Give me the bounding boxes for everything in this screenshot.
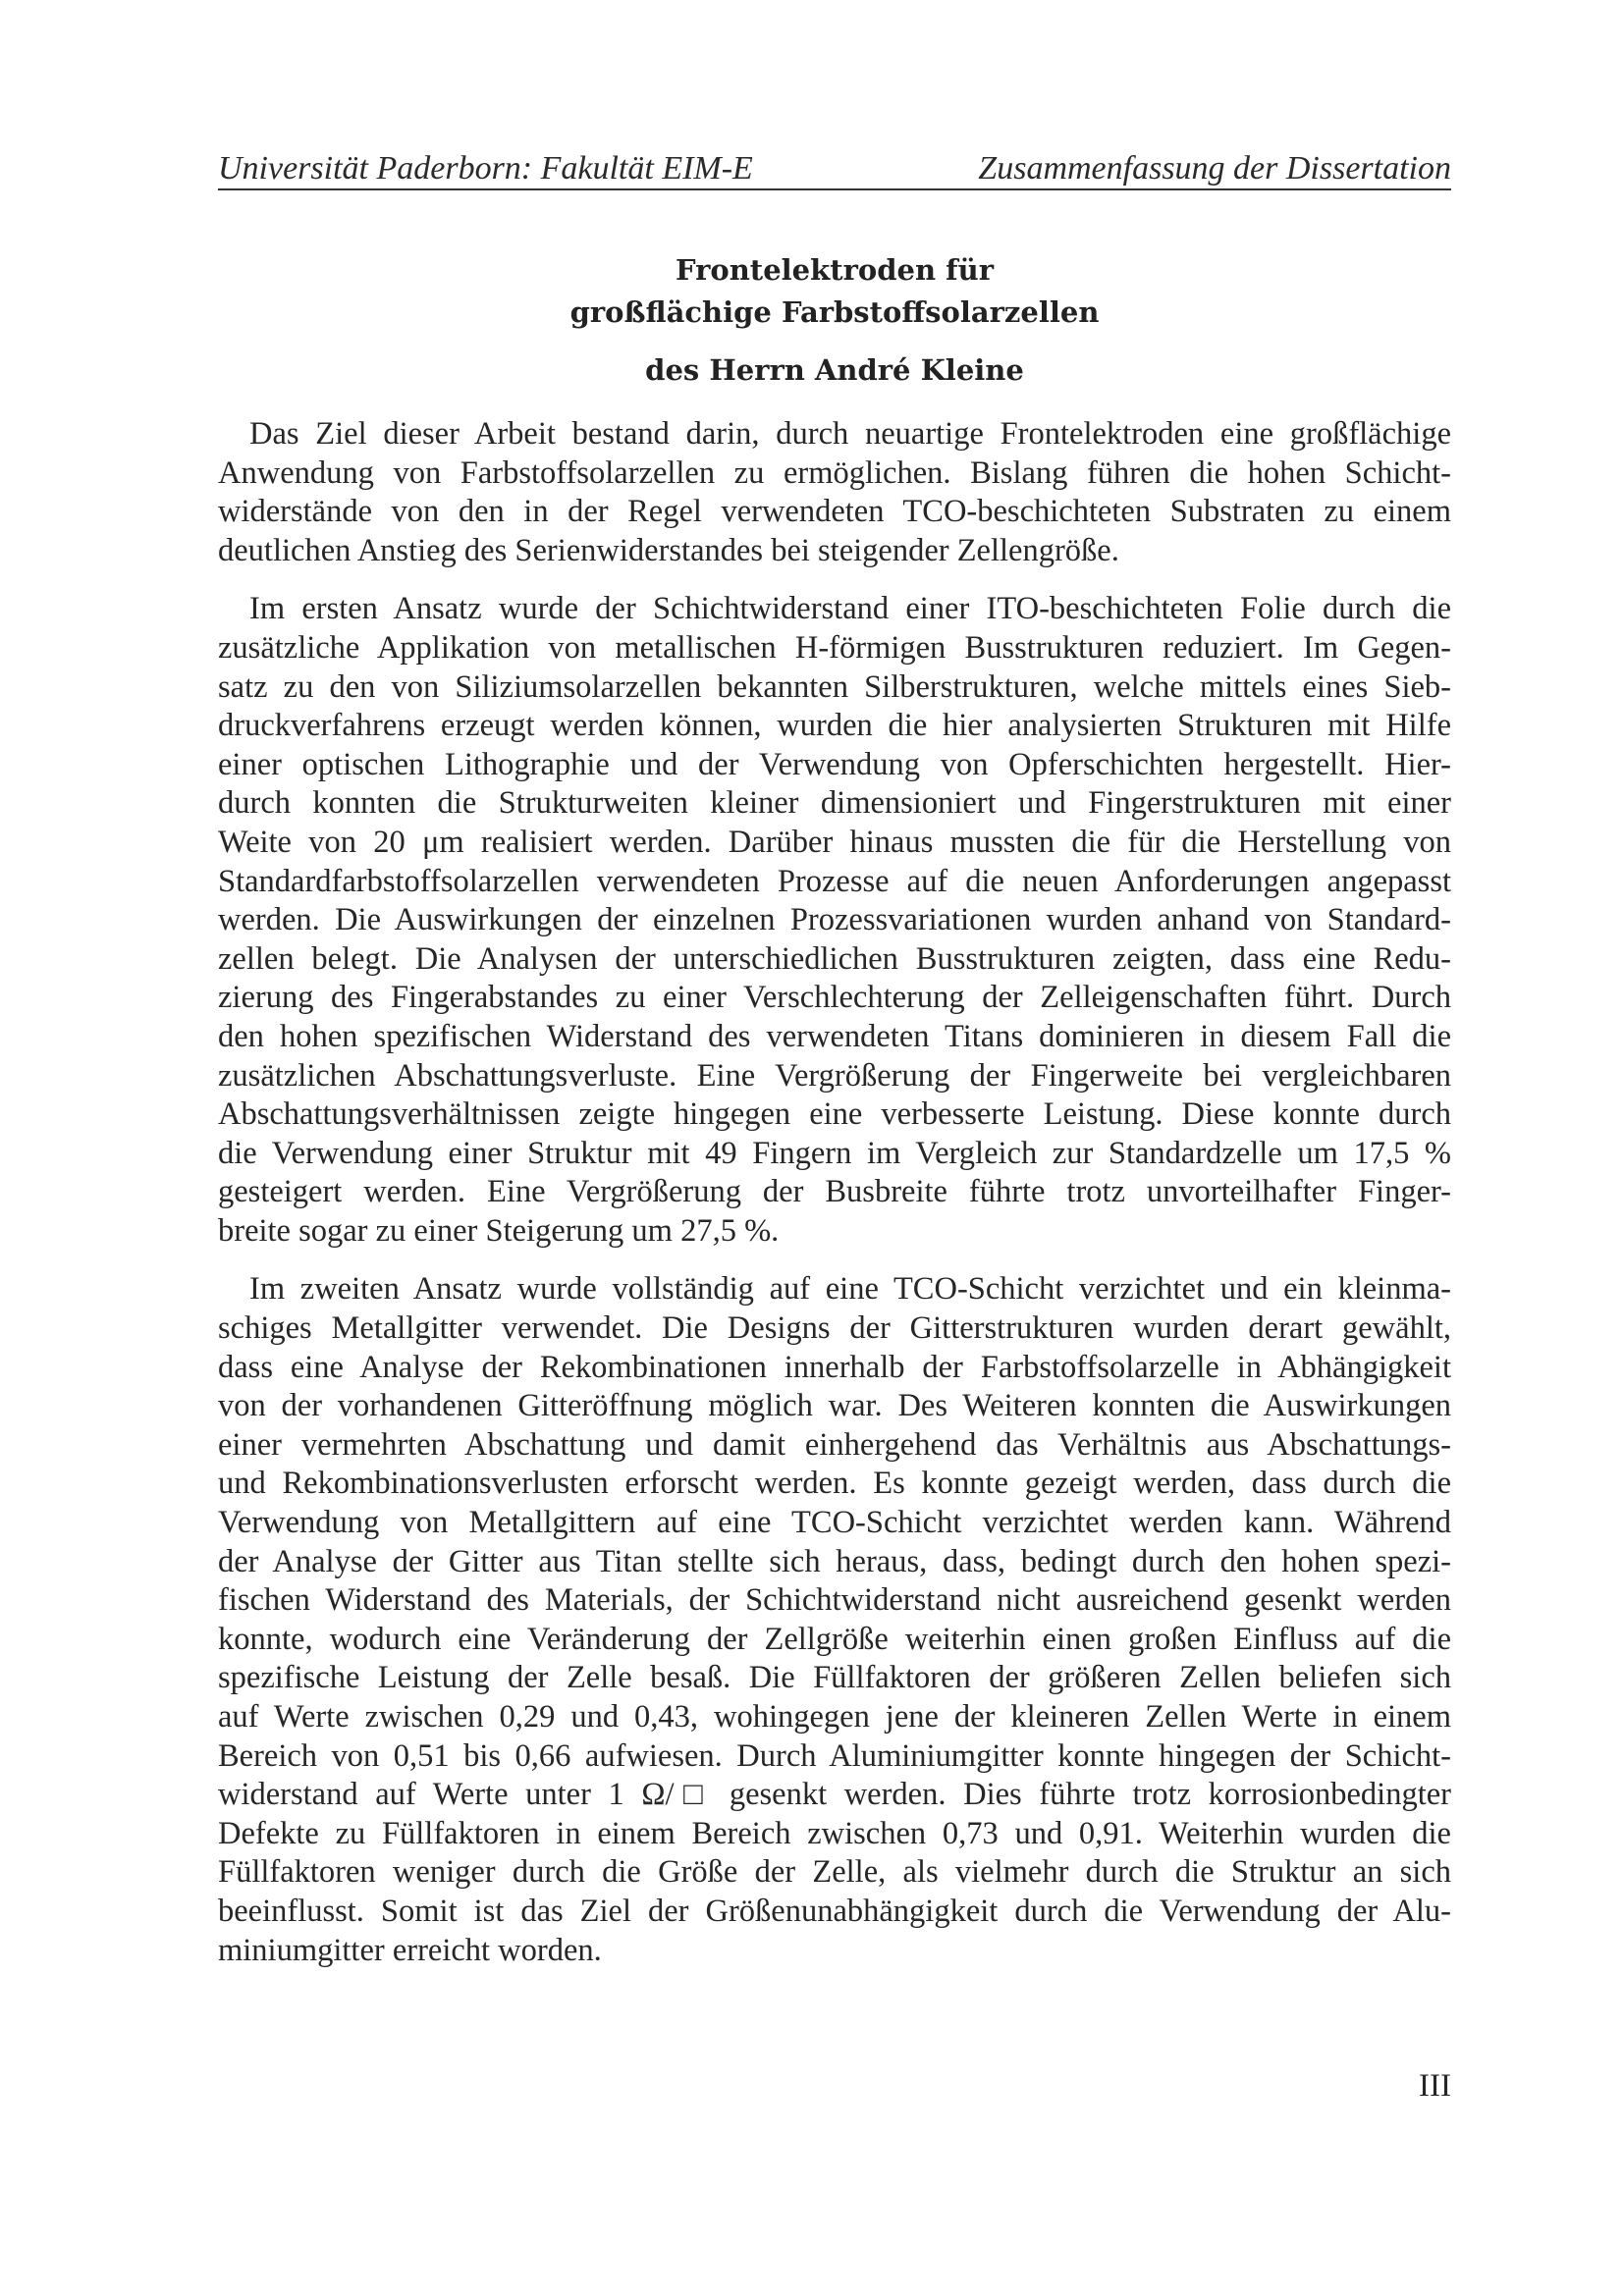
paragraph-line: Anwendung von Farbstoffsolarzellen zu ermöglichen. Bislang führen die hohen Schicht- [218,454,1451,491]
running-header [218,149,1451,190]
paragraph-line: Füllfaktoren weniger durch die Größe der Zelle, als vielmehr durch die Struktur an sich [218,1854,1451,1891]
paragraph-line: die Verwendung einer Struktur mit 49 Fingern im Vergleich zur Standardzelle um 17,5 % [218,1135,1451,1171]
paragraph-2 [218,590,1451,1251]
paragraph-line: spezifische Leistung der Zelle besaß. Die Füllfaktoren der größeren Zellen beliefen sich [218,1660,1451,1696]
paragraph-line: und Rekombinationsverlusten erforscht werden. Es konnte gezeigt werden, dass durch die [218,1466,1451,1502]
paragraph-line: breite sogar zu einer Steigerung um 27,5 %. [218,1212,780,1249]
paragraph-line: dass eine Analyse der Rekombinationen innerhalb der Farbstoffsolarzelle in Abhängigkeit [218,1349,1451,1385]
paragraph-line: gesteigert werden. Eine Vergrößerung der Busbreite führte trotz unvorteilhafter Finger- [218,1174,1451,1210]
abstract-body [218,415,1451,1990]
paragraph-line: von der vorhandenen Gitteröffnung möglich war. Des Weiteren konnten die Auswirkungen [218,1388,1451,1424]
author-line: des Herrn André Kleine [645,353,1024,387]
paragraph-line: den hohen spezifischen Widerstand des verwendeten Titans dominieren in diesem Fall die [218,1018,1451,1054]
paragraph-line: Defekte zu Füllfaktoren in einem Bereich zwischen 0,73 und 0,91. Weiterhin wurden die [218,1815,1451,1851]
paragraph-line: werden. Die Auswirkungen der einzelnen Prozessvariationen wurden anhand von Standard- [218,902,1451,938]
paragraph-line: fischen Widerstand des Materials, der Schichtwiderstand nicht ausreichend gesenkt werden [218,1582,1451,1619]
paragraph-line: zierung des Fingerabstandes zu einer Verschlechterung der Zelleigenschaften führt. Durch [218,980,1451,1016]
paragraph-line: durch konnten die Strukturweiten kleiner dimensioniert und Fingerstrukturen mit einer [218,785,1451,822]
header-section-title: Zusammenfassung der Dissertation [978,150,1451,187]
paragraph-line: Im ersten Ansatz wurde der Schichtwiderstand einer ITO-beschichteten Folie durch die [249,591,1451,627]
header-institution: Universität Paderborn: Fakultät EIM-E [218,150,753,187]
paragraph-line: Abschattungsverhältnissen zeigte hingegen eine verbesserte Leistung. Diese konnte durch [218,1096,1451,1133]
paragraph-line: konnte, wodurch eine Veränderung der Zellgröße weiterhin einen großen Einfluss auf die [218,1621,1451,1657]
paragraph-line: einer optischen Lithographie und der Verwendung von Opferschichten hergestellt. Hier- [218,746,1451,782]
paragraph-line: auf Werte zwischen 0,29 und 0,43, wohingegen jene der kleineren Zellen Werte in einem [218,1699,1451,1735]
page-number: III [1419,2068,1451,2104]
paragraph-line: schiges Metallgitter verwendet. Die Designs der Gitterstrukturen wurden derart gewählt, [218,1310,1451,1347]
paragraph-line: satz zu den von Siliziumsolarzellen bekannten Silberstrukturen, welche mittels eines Sieb- [218,668,1451,705]
paragraph-line: Im zweiten Ansatz wurde vollständig auf eine TCO-Schicht verzichtet und ein kleinma- [249,1271,1451,1308]
paragraph-line: Bereich von 0,51 bis 0,66 aufwiesen. Durch Aluminiumgitter konnte hingegen der Schicht- [218,1737,1451,1774]
paragraph-line: Verwendung von Metallgittern auf eine TCO-Schicht verzichtet werden kann. Während [218,1505,1451,1541]
paragraph-1 [218,415,1451,570]
paragraph-line: widerstand auf Werte unter 1 Ω/□ gesenkt werden. Dies führte trotz korrosionbedingter [218,1777,1451,1813]
paragraph-line: Weite von 20 μm realisiert werden. Darüber hinaus mussten die für die Herstellung von [218,824,1451,860]
paragraph-line: der Analyse der Gitter aus Titan stellte sich heraus, dass, bedingt durch den hohen spezi- [218,1543,1451,1579]
paragraph-line: zusätzlichen Abschattungsverluste. Eine Vergrößerung der Fingerweite bei vergleichbaren [218,1057,1451,1094]
paragraph-line: zusätzliche Applikation von metallischen H-förmigen Busstrukturen reduziert. Im Gegen- [218,629,1451,666]
title-line-1: Frontelektroden für [676,253,994,287]
paragraph-line: Das Ziel dieser Arbeit bestand darin, durch neuartige Frontelektroden eine großflächige [249,416,1451,452]
paragraph-line: einer vermehrten Abschattung und damit einhergehend das Verhältnis aus Abschattungs- [218,1426,1451,1463]
paragraph-line: druckverfahrens erzeugt werden können, wurden die hier analysierten Strukturen mit Hilfe [218,708,1451,744]
paragraph-3 [218,1270,1451,1970]
paragraph-line: widerstände von den in der Regel verwendeten TCO-beschichteten Substraten zu einem [218,494,1451,530]
paragraph-line: zellen belegt. Die Analysen der unterschiedlichen Busstrukturen zeigten, dass eine Redu- [218,940,1451,977]
paragraph-line: Standardfarbstoffsolarzellen verwendeten Prozesse auf die neuen Anforderungen angepasst [218,863,1451,899]
paragraph-line: beeinflusst. Somit ist das Ziel der Größenunabhängigkeit durch die Verwendung der Alu- [218,1893,1451,1929]
document-title [218,249,1451,334]
paragraph-line: deutlichen Anstieg des Serienwiderstandes bei steigender Zellengröße. [218,532,1119,568]
paragraph-line: miniumgitter erreicht worden. [218,1932,602,1968]
title-line-2: großflächige Farbstoffsolarzellen [569,295,1100,329]
